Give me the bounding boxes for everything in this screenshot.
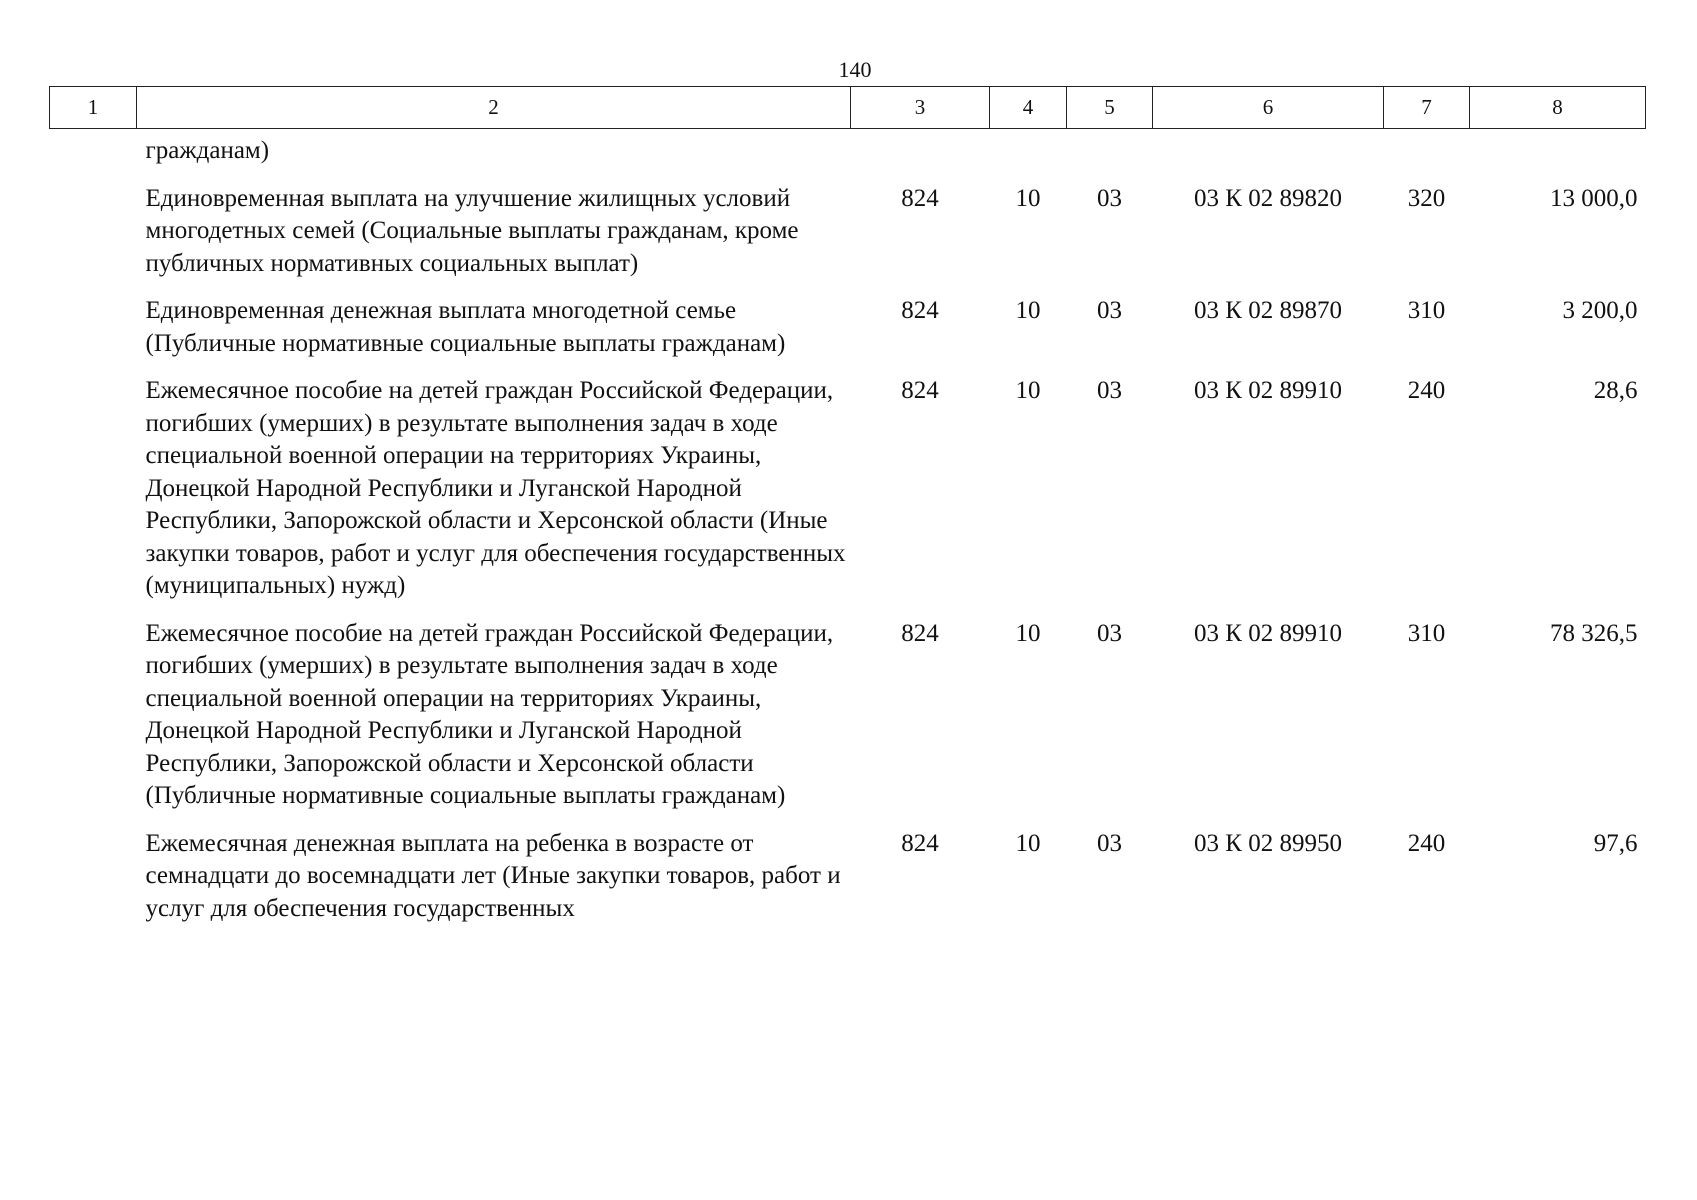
table-row: [50, 360, 1646, 603]
row-name: Ежемесячное пособие на детей граждан Российской Федерации, погибших (умерших) в результате выполнения задач в ходе специальной военной операции на территориях Украины, Донецкой Народной Республики и Луганской Народной Республики, Запорожской области и Херсонской области (Иные закупки товаров, работ и услуг для обеспечения государственных (муниципальных) нужд): [145, 377, 846, 599]
row-ministry: 824: [901, 184, 939, 212]
row-index-cell: [50, 360, 137, 603]
row-name: Ежемесячная денежная выплата на ребенка в возрасте от семнадцати до восемнадцати лет (Иные закупки товаров, работ и услуг для обеспечения государственных: [145, 829, 841, 922]
table-row: [50, 280, 1646, 360]
row-section: 10: [1015, 184, 1041, 212]
row-amount: 28,6: [1593, 377, 1638, 404]
row-name: Единовременная выплата на улучшение жилищных условий многодетных семей (Социальные выплаты гражданам, кроме публичных нормативных социальных выплат): [145, 184, 799, 277]
row-index-cell: [50, 813, 137, 926]
row-subsection: 03: [1097, 829, 1122, 857]
row-ministry: 824: [901, 377, 939, 404]
row-target: [1153, 129, 1384, 168]
row-amount: 97,6: [1593, 829, 1638, 857]
row-target: 03 К 02 89910: [1194, 377, 1342, 404]
header-col-4: 4: [990, 87, 1067, 129]
table-row: [50, 813, 1646, 926]
table-body: [50, 129, 1646, 926]
row-subsection: [1067, 129, 1153, 168]
row-subsection: 03: [1097, 619, 1122, 647]
row-index-cell: [50, 603, 137, 813]
row-ministry: 824: [901, 829, 939, 857]
table-header: [50, 87, 1646, 129]
header-col-2: 2: [137, 87, 851, 129]
row-section: 10: [1015, 297, 1041, 324]
row-ministry: 824: [901, 297, 939, 324]
row-amount: 3 200,0: [1562, 297, 1638, 324]
row-expense-type: [1384, 129, 1470, 168]
header-col-7: 7: [1384, 87, 1470, 129]
row-section: [990, 129, 1067, 168]
row-index-cell: [50, 168, 137, 281]
row-expense-type: 240: [1407, 377, 1446, 404]
row-expense-type: 320: [1407, 184, 1446, 212]
table-row: [50, 129, 1646, 168]
row-amount: [1470, 129, 1646, 168]
row-expense-type: 310: [1407, 619, 1446, 647]
row-target: 03 К 02 89950: [1194, 829, 1342, 857]
page-number: 140: [838, 57, 872, 82]
header-col-8: 8: [1470, 87, 1646, 129]
row-subsection: 03: [1097, 297, 1122, 324]
row-target: 03 К 02 89910: [1194, 619, 1342, 647]
row-name: гражданам): [145, 137, 270, 164]
row-name: Единовременная денежная выплата многодетной семье (Публичные нормативные социальные выплаты гражданам): [145, 297, 786, 357]
row-expense-type: 240: [1407, 829, 1446, 857]
row-index-cell: [50, 280, 137, 360]
row-subsection: 03: [1097, 377, 1122, 404]
row-index-cell: [50, 129, 137, 168]
row-name: Ежемесячное пособие на детей граждан Российской Федерации, погибших (умерших) в результате выполнения задач в ходе специальной военной операции на территориях Украины, Донецкой Народной Республики и Луганской Народной Республики, Запорожской области и Херсонской области (Публичные нормативные социальные выплаты гражданам): [145, 619, 834, 809]
row-ministry: 824: [901, 619, 939, 647]
row-section: 10: [1015, 829, 1041, 857]
budget-table: [49, 86, 1646, 925]
header-col-5: 5: [1067, 87, 1153, 129]
header-col-3: 3: [851, 87, 990, 129]
row-section: 10: [1015, 377, 1041, 404]
row-amount: 13 000,0: [1550, 184, 1638, 212]
row-subsection: 03: [1097, 184, 1122, 212]
row-amount: 78 326,5: [1550, 619, 1638, 647]
row-target: 03 К 02 89820: [1194, 184, 1342, 212]
row-expense-type: 310: [1407, 297, 1446, 324]
header-row: [50, 87, 1646, 129]
row-section: 10: [1015, 619, 1041, 647]
table-row: [50, 168, 1646, 281]
row-target: 03 К 02 89870: [1194, 297, 1342, 324]
header-col-6: 6: [1153, 87, 1384, 129]
header-col-1: 1: [50, 87, 137, 129]
row-ministry: [851, 129, 990, 168]
table-row: [50, 603, 1646, 813]
